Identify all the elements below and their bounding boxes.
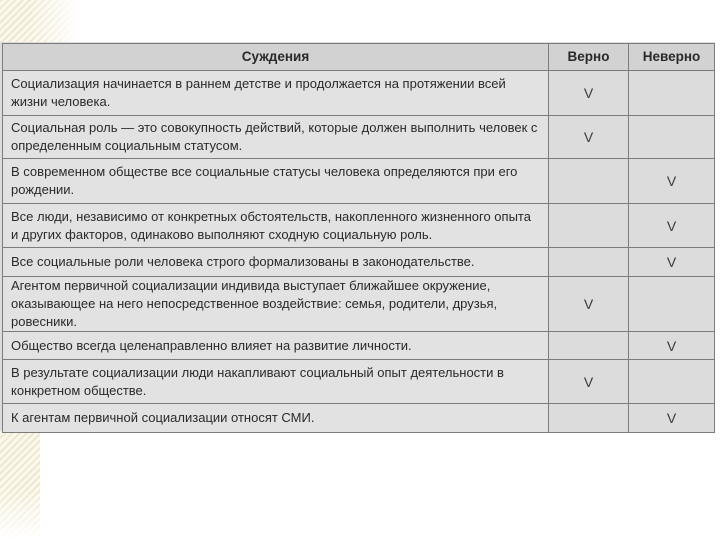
true-mark	[549, 204, 629, 248]
true-mark	[549, 404, 629, 433]
false-mark	[629, 116, 715, 159]
statement-text: В современном обществе все социальные статусы человека определяются при его рождении.	[3, 159, 549, 204]
statement-text: Агентом первичной социализации индивида выступает ближайшее окружение, оказывающее на него непосредственное воздействие: семья, родители, друзья, ровесники.	[3, 277, 549, 332]
table-row	[3, 360, 715, 404]
table-row	[3, 332, 715, 360]
true-mark: V	[549, 71, 629, 116]
false-mark: V	[629, 404, 715, 433]
statement-text: Все люди, независимо от конкретных обстоятельств, накопленного жизненного опыта и других факторов, одинаково выполняют сходную социальную роль.	[3, 204, 549, 248]
table-header-row	[3, 44, 715, 71]
table-row	[3, 204, 715, 248]
false-mark	[629, 277, 715, 332]
header-true: Верно	[549, 44, 629, 71]
statement-text: Социальная роль — это совокупность действий, которые должен выполнить человек с определенным социальным статусом.	[3, 116, 549, 159]
header-false: Неверно	[629, 44, 715, 71]
true-mark	[549, 332, 629, 360]
false-mark: V	[629, 332, 715, 360]
false-mark: V	[629, 248, 715, 277]
true-mark: V	[549, 277, 629, 332]
true-mark	[549, 248, 629, 277]
table-row	[3, 159, 715, 204]
statement-text: Общество всегда целенаправленно влияет на развитие личности.	[3, 332, 549, 360]
table-row	[3, 404, 715, 433]
false-mark: V	[629, 159, 715, 204]
false-mark	[629, 360, 715, 404]
table-row	[3, 116, 715, 159]
decorative-corner-top	[0, 0, 80, 44]
decorative-corner-bottom	[0, 430, 40, 540]
statement-text: Социализация начинается в раннем детстве и продолжается на протяжении всей жизни человека.	[3, 71, 549, 116]
statement-text: Все социальные роли человека строго формализованы в законодательстве.	[3, 248, 549, 277]
header-statements: Суждения	[3, 44, 549, 71]
statement-text: К агентам первичной социализации относят СМИ.	[3, 404, 549, 433]
table-row	[3, 71, 715, 116]
true-mark	[549, 159, 629, 204]
false-mark: V	[629, 204, 715, 248]
true-mark: V	[549, 360, 629, 404]
false-mark	[629, 71, 715, 116]
table-row	[3, 248, 715, 277]
true-mark: V	[549, 116, 629, 159]
judgements-table	[2, 43, 715, 433]
statement-text: В результате социализации люди накапливают социальный опыт деятельности в конкретном обществе.	[3, 360, 549, 404]
table-row	[3, 277, 715, 332]
